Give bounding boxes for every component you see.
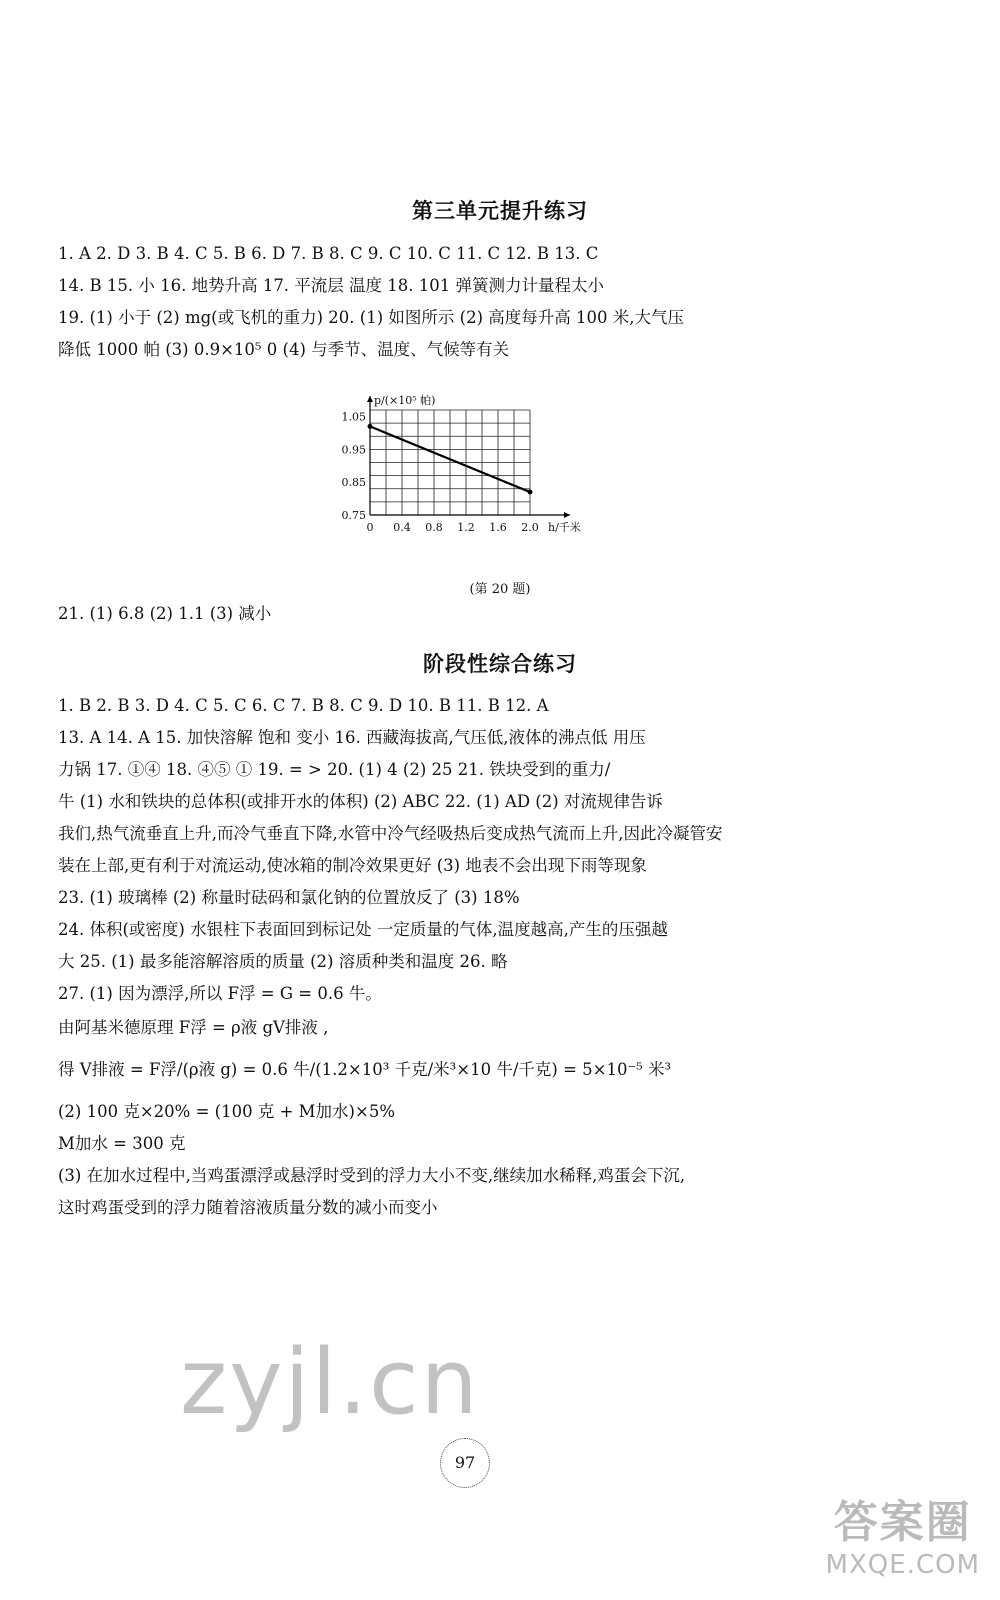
answer-line: 这时鸡蛋受到的浮力随着溶液质量分数的减小而变小 bbox=[58, 1198, 438, 1217]
figure-caption: (第 20 题) bbox=[469, 582, 531, 597]
answer-line: (3) 在加水过程中,当鸡蛋漂浮或悬浮时受到的浮力大小不变,继续加水稀释,鸡蛋会下沉, bbox=[58, 1166, 686, 1185]
answer-line-q21: 21. (1) 6.8 (2) 1.1 (3) 减小 bbox=[58, 604, 272, 623]
answer-line: 27. (1) 因为漂浮,所以 F浮 = G = 0.6 牛。 bbox=[58, 984, 382, 1003]
x-tick-label: 0 bbox=[366, 521, 374, 534]
x-tick-label: 2.0 bbox=[521, 521, 539, 534]
x-tick-label: 1.6 bbox=[489, 521, 507, 534]
y-tick-label: 0.95 bbox=[341, 443, 366, 457]
chart-svg bbox=[330, 390, 630, 550]
answer-line: 降低 1000 帕 (3) 0.9×10⁵ 0 (4) 与季节、温度、气候等有关 bbox=[58, 340, 510, 359]
y-tick-label: 0.75 bbox=[341, 509, 366, 522]
corner-logo-cn: 答案圈 bbox=[833, 1497, 972, 1548]
section-title-comprehensive: 阶段性综合练习 bbox=[423, 652, 577, 676]
x-tick-label: 1.2 bbox=[457, 521, 475, 534]
y-tick-label: 0.85 bbox=[341, 476, 366, 490]
page-number: 97 bbox=[440, 1438, 490, 1488]
answer-line: 1. B 2. B 3. D 4. C 5. C 6. C 7. B 8. C 9. D 10. B 11. B 12. A bbox=[58, 696, 549, 715]
answer-line: 力锅 17. ①④ 18. ④⑤ ① 19. = > 20. (1) 4 (2) 25 21. 铁块受到的重力/ bbox=[58, 760, 611, 779]
answer-line: 装在上部,更有利于对流运动,使冰箱的制冷效果更好 (3) 地表不会出现下雨等现象 bbox=[58, 856, 647, 875]
answer-line: 1. A 2. D 3. B 4. C 5. B 6. D 7. B 8. C 9. C 10. C 11. C 12. B 13. C bbox=[58, 244, 599, 263]
x-tick-label: 0.8 bbox=[425, 521, 443, 534]
answer-line: 13. A 14. A 15. 加快溶解 饱和 变小 16. 西藏海拔高,气压低,液体的沸点低 用压 bbox=[58, 728, 646, 747]
data-point bbox=[528, 490, 533, 495]
answer-line: 19. (1) 小于 (2) mg(或飞机的重力) 20. (1) 如图所示 (2) 高度每升高 100 米,大气压 bbox=[58, 308, 684, 327]
answer-line: 牛 (1) 水和铁块的总体积(或排开水的体积) (2) ABC 22. (1) AD (2) 对流规律告诉 bbox=[58, 792, 663, 811]
pressure-altitude-chart bbox=[330, 390, 630, 550]
y-axis-label: p/(×10⁵ 帕) bbox=[374, 394, 436, 407]
y-tick-label: 1.05 bbox=[341, 410, 366, 424]
corner-logo-en: MXQE.COM bbox=[825, 1550, 980, 1580]
answer-line: 由阿基米德原理 F浮 = ρ液 gV排液 , bbox=[58, 1018, 329, 1037]
section-title-unit3: 第三单元提升练习 bbox=[412, 199, 588, 223]
formula-line: 得 V排液 = F浮/(ρ液 g) = 0.6 牛/(1.2×10³ 千克/米³×10 牛/千克) = 5×10⁻⁵ 米³ bbox=[58, 1060, 672, 1079]
data-point bbox=[368, 424, 373, 429]
watermark: zyjl.cn bbox=[180, 1330, 480, 1435]
answer-line: M加水 = 300 克 bbox=[58, 1134, 186, 1153]
answer-line: (2) 100 克×20% = (100 克 + M加水)×5% bbox=[58, 1102, 395, 1121]
y-axis-arrow bbox=[367, 396, 373, 402]
answer-line: 14. B 15. 小 16. 地势升高 17. 平流层 温度 18. 101 弹簧测力计量程太小 bbox=[58, 276, 605, 295]
answer-line: 24. 体积(或密度) 水银柱下表面回到标记处 一定质量的气体,温度越高,产生的压强越 bbox=[58, 920, 668, 939]
corner-logo bbox=[826, 1486, 980, 1580]
x-axis-label: h/千米 bbox=[548, 521, 581, 534]
answer-line: 我们,热气流垂直上升,而冷气垂直下降,水管中冷气经吸热后变成热气流而上升,因此冷凝管安 bbox=[58, 824, 723, 843]
x-tick-label: 0.4 bbox=[393, 521, 411, 534]
answer-line: 23. (1) 玻璃棒 (2) 称量时砝码和氯化钠的位置放反了 (3) 18% bbox=[58, 888, 520, 907]
x-axis-arrow bbox=[564, 512, 570, 518]
answer-line: 大 25. (1) 最多能溶解溶质的质量 (2) 溶质种类和温度 26. 略 bbox=[58, 952, 508, 971]
